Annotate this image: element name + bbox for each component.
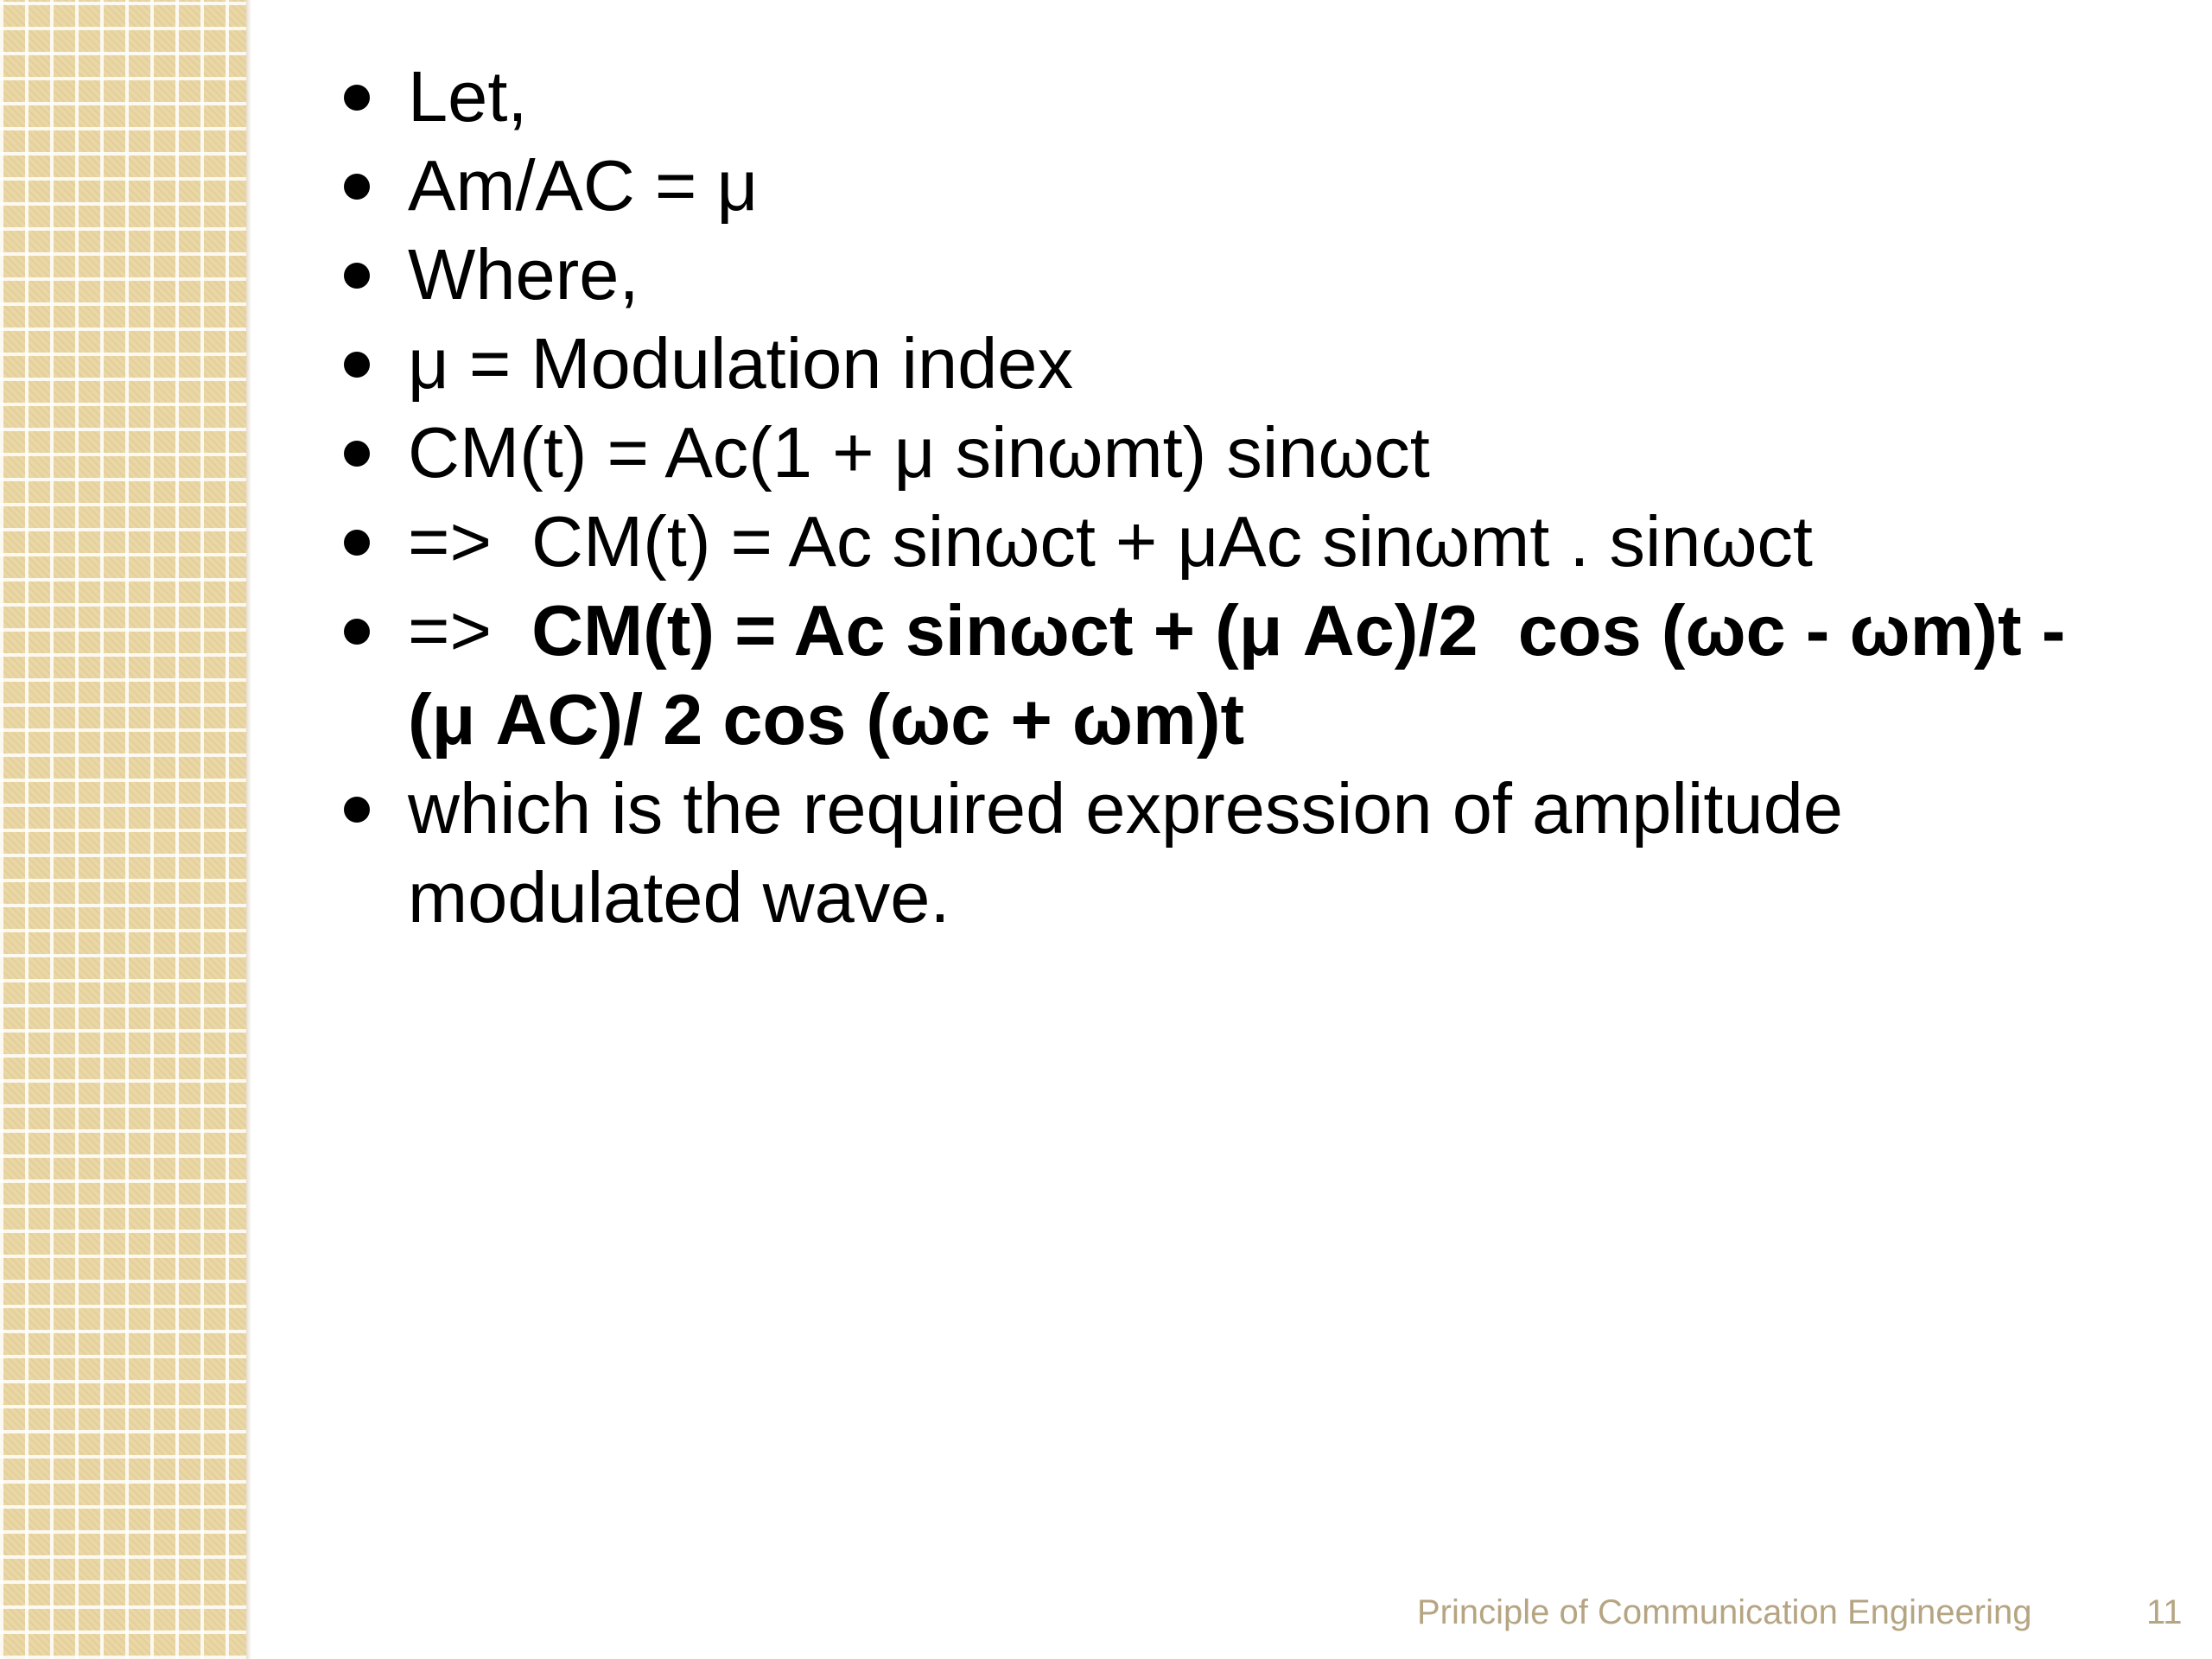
bullet-dot-icon bbox=[344, 797, 370, 823]
bullet-list bbox=[344, 52, 2098, 942]
bullet-text: => CM(t) = Ac sinωct + μAc sinωmt . sinωct bbox=[408, 501, 1813, 582]
bullet-text: which is the required expression of amplitude modulated wave. bbox=[408, 768, 1843, 938]
bullet-item bbox=[344, 408, 2098, 497]
bullet-dot-icon bbox=[344, 619, 370, 645]
bullet-dot-icon bbox=[344, 263, 370, 289]
decorative-side-strip bbox=[0, 0, 246, 1659]
bullet-item bbox=[344, 497, 2098, 586]
bullet-text: μ = Modulation index bbox=[408, 323, 1073, 404]
footer-title: Principle of Communication Engineering bbox=[1417, 1593, 2032, 1631]
bullet-item bbox=[344, 52, 2098, 141]
bullet-text: Am/AC = μ bbox=[408, 145, 759, 226]
bullet-item bbox=[344, 141, 2098, 230]
bullet-prefix: => bbox=[408, 590, 532, 671]
bullet-text: Let, bbox=[408, 56, 528, 137]
bullet-dot-icon bbox=[344, 530, 370, 556]
bullet-item bbox=[344, 319, 2098, 408]
bullet-item bbox=[344, 586, 2098, 764]
bullet-item bbox=[344, 764, 2098, 942]
bullet-item bbox=[344, 230, 2098, 319]
bullet-text: CM(t) = Ac(1 + μ sinωmt) sinωct bbox=[408, 412, 1430, 493]
side-strip-shadow bbox=[246, 0, 251, 1659]
page-number: 11 bbox=[2146, 1593, 2183, 1631]
bullet-text: Where, bbox=[408, 234, 639, 315]
bullet-bold-equation: CM(t) = Ac sinωct + (μ Ac)/2 cos (ωc - ωm)t - (μ AC)/ 2 cos (ωc + ωm)t bbox=[408, 590, 2086, 760]
bullet-dot-icon bbox=[344, 352, 370, 378]
bullet-dot-icon bbox=[344, 174, 370, 200]
bullet-dot-icon bbox=[344, 441, 370, 467]
bullet-dot-icon bbox=[344, 85, 370, 111]
